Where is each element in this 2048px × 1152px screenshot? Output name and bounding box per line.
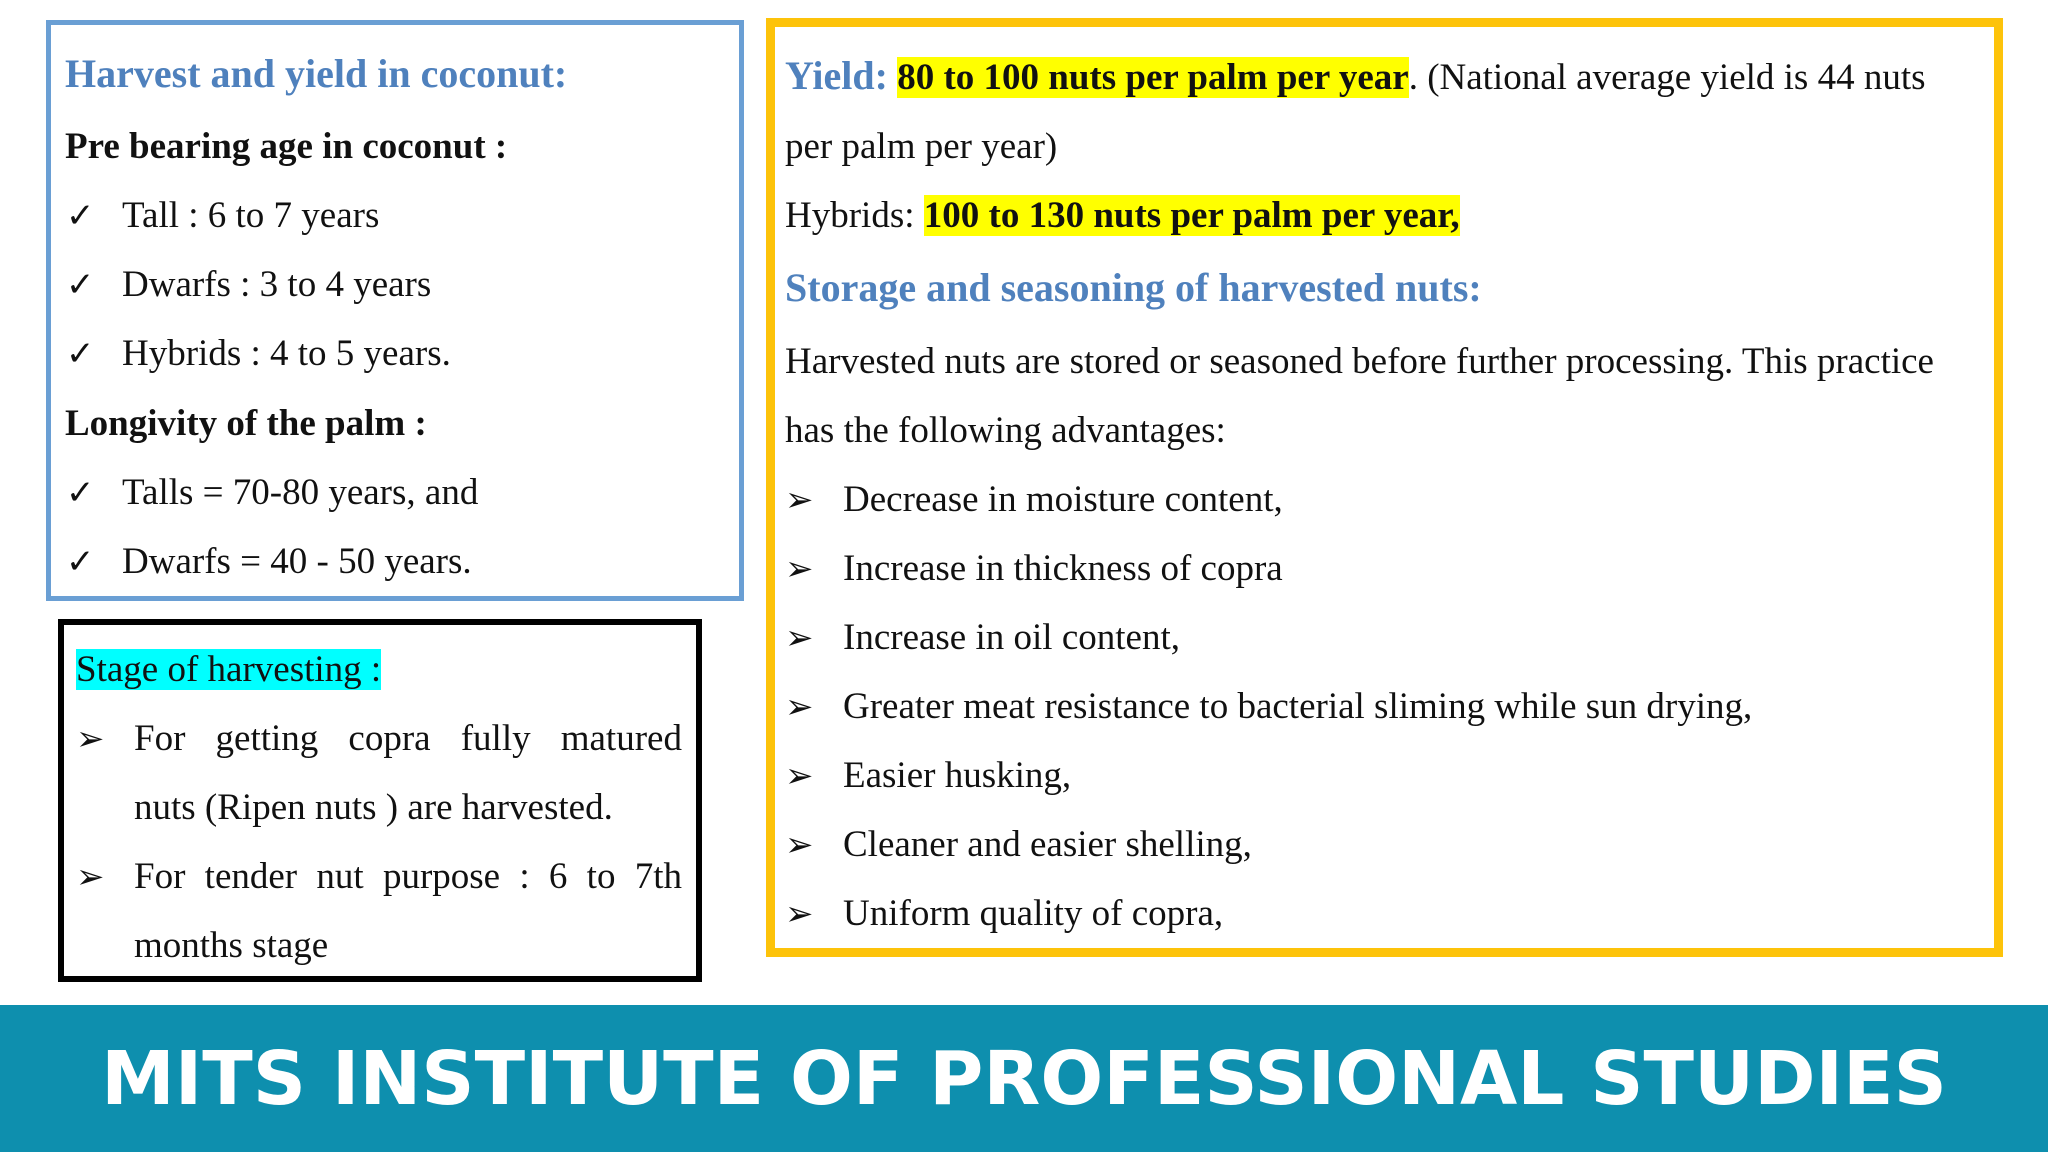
- arrow-bullet-icon: ➢: [785, 825, 814, 865]
- yield-value: 80 to 100 nuts per palm per year: [897, 57, 1409, 98]
- arrow-bullet-icon: ➢: [785, 549, 814, 589]
- yield-note-continued: per palm per year): [785, 126, 1058, 167]
- word: For: [134, 718, 186, 759]
- stage-item-1-line-2: nuts (Ripen nuts ) are harvested.: [134, 787, 613, 828]
- stage-item-2-line-2: months stage: [134, 925, 329, 966]
- word: 6: [548, 856, 568, 897]
- word: For: [134, 856, 186, 897]
- word: copra: [348, 718, 431, 759]
- word: fully: [460, 718, 531, 759]
- yield-note: . (National average yield is 44 nuts: [1408, 57, 1926, 98]
- check-icon: ✓: [66, 473, 95, 513]
- word: :: [519, 856, 530, 897]
- hybrids-value: 100 to 130 nuts per palm per year,: [923, 195, 1460, 236]
- longevity-item: Talls = 70-80 years, and: [122, 472, 479, 513]
- prebearing-heading: Pre bearing age in coconut :: [65, 126, 508, 167]
- longevity-heading: Longivity of the palm :: [65, 403, 427, 444]
- word: matured: [560, 718, 682, 759]
- arrow-bullet-icon: ➢: [785, 894, 814, 934]
- check-icon: ✓: [66, 196, 95, 236]
- check-icon: ✓: [66, 265, 95, 305]
- word: nut: [316, 856, 364, 897]
- advantage-item: Uniform quality of copra,: [843, 893, 1224, 934]
- yield-label: Yield:: [785, 53, 888, 98]
- advantage-item: Increase in thickness of copra: [843, 548, 1283, 589]
- hybrids-line: [785, 193, 1460, 239]
- word: getting: [215, 718, 319, 759]
- advantage-item: Cleaner and easier shelling,: [843, 824, 1252, 865]
- stage-title: [76, 647, 381, 693]
- advantage-item: Increase in oil content,: [843, 617, 1180, 658]
- arrow-bullet-icon: ➢: [76, 857, 105, 897]
- arrow-bullet-icon: ➢: [785, 618, 814, 658]
- institute-name: MITS INSTITUTE OF PROFESSIONAL STUDIES: [101, 1035, 1947, 1122]
- word: to: [586, 856, 616, 897]
- yield-line: [785, 53, 1926, 101]
- storage-heading: Storage and seasoning of harvested nuts:: [785, 265, 1482, 310]
- stage-title-text: Stage of harvesting :: [76, 649, 382, 690]
- arrow-bullet-icon: ➢: [785, 480, 814, 520]
- stage-item-1-line-1: [134, 716, 682, 762]
- advantage-item: Greater meat resistance to bacterial sliming while sun drying,: [843, 686, 1753, 727]
- footer-banner: [0, 1005, 2048, 1152]
- word: 7th: [634, 856, 682, 897]
- storage-intro-line-1: Harvested nuts are stored or seasoned before further processing. This practice: [785, 341, 1934, 382]
- arrow-bullet-icon: ➢: [785, 687, 814, 727]
- longevity-item: Dwarfs = 40 - 50 years.: [122, 541, 472, 582]
- word: tender: [204, 856, 298, 897]
- prebearing-item: Tall : 6 to 7 years: [122, 195, 380, 236]
- prebearing-item: Hybrids : 4 to 5 years.: [122, 333, 451, 374]
- arrow-bullet-icon: ➢: [785, 756, 814, 796]
- prebearing-item: Dwarfs : 3 to 4 years: [122, 264, 432, 305]
- arrow-bullet-icon: ➢: [76, 719, 105, 759]
- check-icon: ✓: [66, 542, 95, 582]
- harvest-title: Harvest and yield in coconut:: [65, 51, 568, 96]
- storage-intro-line-2: has the following advantages:: [785, 410, 1226, 451]
- check-icon: ✓: [66, 334, 95, 374]
- hybrids-label: Hybrids:: [785, 195, 924, 236]
- advantage-item: Decrease in moisture content,: [843, 479, 1283, 520]
- advantage-item: Easier husking,: [843, 755, 1072, 796]
- stage-item-2-line-1: [134, 854, 682, 900]
- word: purpose: [382, 856, 501, 897]
